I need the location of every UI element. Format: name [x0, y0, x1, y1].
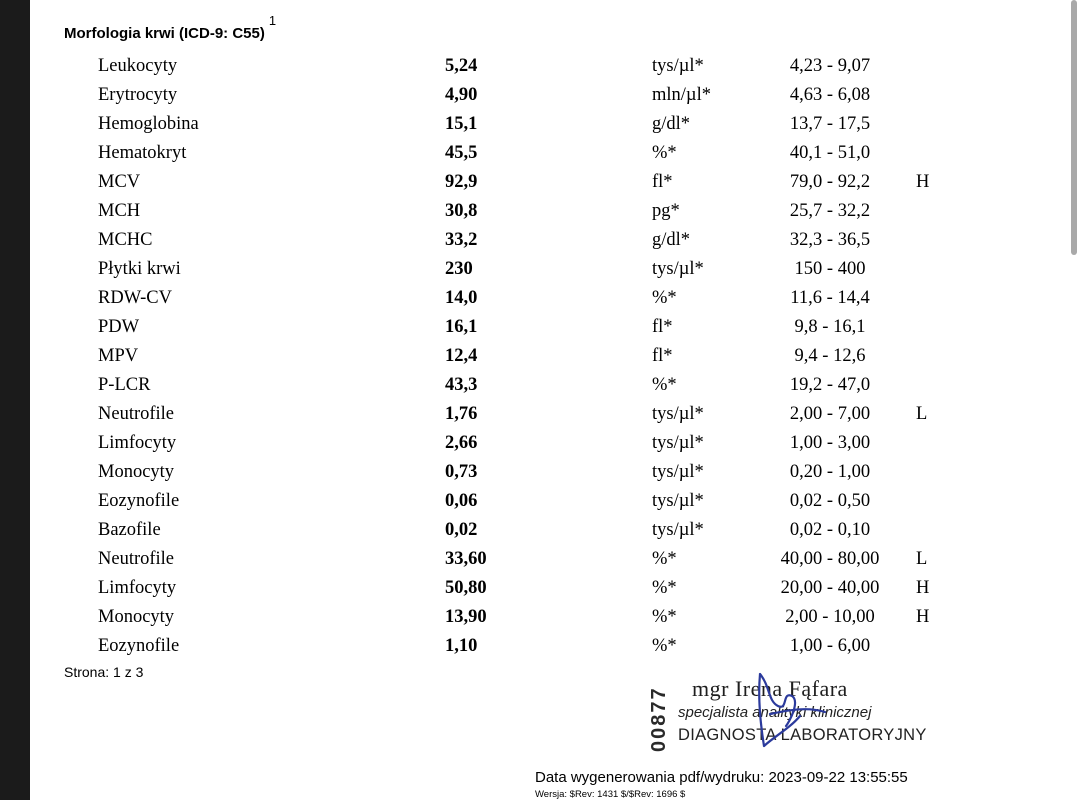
result-name: Erytrocyty — [98, 85, 178, 105]
result-range: 25,7 - 32,2 — [789, 201, 871, 221]
scrollbar-track[interactable] — [1054, 0, 1085, 800]
report-title-text: Morfologia krwi (ICD-9: C55) — [64, 25, 265, 42]
result-value: 14,0 — [445, 288, 478, 308]
result-name: Limfocyty — [98, 578, 177, 598]
result-name: PDW — [98, 317, 140, 337]
result-range: 0,02 - 0,10 — [789, 520, 871, 540]
result-name: Limfocyty — [98, 433, 177, 453]
result-range: 1,00 - 6,00 — [789, 636, 871, 656]
result-row — [30, 286, 1054, 315]
result-row — [30, 112, 1054, 141]
result-value: 4,90 — [445, 85, 478, 105]
result-unit: tys/µl* — [652, 404, 704, 424]
result-value: 0,06 — [445, 491, 478, 511]
result-unit: %* — [652, 636, 677, 656]
result-range: 40,00 - 80,00 — [780, 549, 880, 569]
result-value: 2,66 — [445, 433, 478, 453]
result-row — [30, 199, 1054, 228]
document-page — [30, 0, 1054, 800]
result-range: 9,8 - 16,1 — [794, 317, 866, 337]
result-value: 1,76 — [445, 404, 478, 424]
result-row — [30, 489, 1054, 518]
result-name: P-LCR — [98, 375, 151, 395]
generated-date: Data wygenerowania pdf/wydruku: 2023-09-22 13:55:55 — [535, 769, 908, 786]
result-unit: fl* — [652, 317, 673, 337]
result-name: RDW-CV — [98, 288, 172, 308]
result-range: 79,0 - 92,2 — [789, 172, 871, 192]
result-name: MCV — [98, 172, 141, 192]
result-range: 0,02 - 0,50 — [789, 491, 871, 511]
stamp-lab: DIAGNOSTA LABORATORYJNY — [678, 726, 927, 744]
result-row — [30, 83, 1054, 112]
result-range: 32,3 - 36,5 — [789, 230, 871, 250]
result-name: MCHC — [98, 230, 153, 250]
result-name: Neutrofile — [98, 404, 175, 424]
result-value: 92,9 — [445, 172, 478, 192]
result-row — [30, 605, 1054, 634]
result-flag: L — [916, 549, 928, 569]
result-unit: %* — [652, 578, 677, 598]
result-value: 30,8 — [445, 201, 478, 221]
result-name: Monocyty — [98, 607, 175, 627]
result-name: Eozynofile — [98, 636, 180, 656]
result-flag: L — [916, 404, 928, 424]
result-value: 12,4 — [445, 346, 478, 366]
result-unit: tys/µl* — [652, 462, 704, 482]
result-name: Monocyty — [98, 462, 175, 482]
result-value: 230 — [445, 259, 473, 279]
stamp-role: specjalista analityki klinicznej — [678, 704, 872, 721]
result-value: 50,80 — [445, 578, 487, 598]
result-name: Hematokryt — [98, 143, 187, 163]
result-name: Eozynofile — [98, 491, 180, 511]
result-name: Płytki krwi — [98, 259, 181, 279]
result-row — [30, 257, 1054, 286]
report-title — [64, 13, 277, 42]
result-range: 19,2 - 47,0 — [789, 375, 871, 395]
result-value: 13,90 — [445, 607, 487, 627]
result-row — [30, 54, 1054, 83]
result-unit: %* — [652, 143, 677, 163]
result-unit: g/dl* — [652, 230, 691, 250]
result-range: 40,1 - 51,0 — [789, 143, 871, 163]
result-row — [30, 402, 1054, 431]
result-row — [30, 228, 1054, 257]
result-value: 5,24 — [445, 56, 478, 76]
result-row — [30, 141, 1054, 170]
result-flag: H — [916, 172, 930, 192]
result-range: 11,6 - 14,4 — [790, 288, 870, 308]
result-range: 0,20 - 1,00 — [789, 462, 871, 482]
result-unit: %* — [652, 288, 677, 308]
result-range: 13,7 - 17,5 — [789, 114, 871, 134]
page-number: Strona: 1 z 3 — [64, 664, 144, 680]
result-unit: fl* — [652, 172, 673, 192]
result-range: 1,00 - 3,00 — [789, 433, 871, 453]
result-name: MPV — [98, 346, 139, 366]
result-range: 9,4 - 12,6 — [794, 346, 866, 366]
result-value: 15,1 — [445, 114, 478, 134]
result-unit: tys/µl* — [652, 259, 704, 279]
result-range: 20,00 - 40,00 — [780, 578, 880, 598]
result-flag: H — [916, 607, 930, 627]
result-unit: %* — [652, 549, 677, 569]
result-name: Neutrofile — [98, 549, 175, 569]
scrollbar-thumb[interactable] — [1071, 0, 1077, 255]
result-range: 2,00 - 7,00 — [789, 404, 871, 424]
result-unit: mln/µl* — [652, 85, 711, 105]
result-value: 0,73 — [445, 462, 478, 482]
result-unit: %* — [652, 607, 677, 627]
result-value: 43,3 — [445, 375, 478, 395]
signature-image — [730, 666, 850, 756]
result-value: 1,10 — [445, 636, 478, 656]
result-row — [30, 344, 1054, 373]
result-name: Leukocyty — [98, 56, 178, 76]
result-row — [30, 576, 1054, 605]
result-unit: %* — [652, 375, 677, 395]
result-range: 150 - 400 — [794, 259, 866, 279]
result-unit: g/dl* — [652, 114, 691, 134]
version-info: Wersja: $Rev: 1431 $/$Rev: 1696 $ — [535, 789, 686, 800]
results-table — [30, 54, 1054, 663]
result-range: 2,00 - 10,00 — [785, 607, 875, 627]
result-value: 0,02 — [445, 520, 478, 540]
result-unit: tys/µl* — [652, 433, 704, 453]
result-name: Bazofile — [98, 520, 161, 540]
result-value: 33,60 — [445, 549, 487, 569]
result-unit: fl* — [652, 346, 673, 366]
result-range: 4,63 - 6,08 — [789, 85, 871, 105]
result-unit: tys/µl* — [652, 520, 704, 540]
result-range: 4,23 - 9,07 — [789, 56, 871, 76]
result-flag: H — [916, 578, 930, 598]
result-row — [30, 518, 1054, 547]
result-row — [30, 547, 1054, 576]
stamp-number: 00877 — [648, 686, 670, 752]
result-row — [30, 431, 1054, 460]
stamp-name: mgr Irena Fąfara — [692, 676, 848, 701]
result-row — [30, 460, 1054, 489]
result-name: MCH — [98, 201, 141, 221]
result-value: 16,1 — [445, 317, 478, 337]
footnote-marker: 1 — [268, 13, 277, 28]
result-value: 33,2 — [445, 230, 478, 250]
result-value: 45,5 — [445, 143, 478, 163]
result-name: Hemoglobina — [98, 114, 199, 134]
result-row — [30, 634, 1054, 663]
result-unit: tys/µl* — [652, 56, 704, 76]
result-row — [30, 170, 1054, 199]
signature-stroke — [759, 674, 825, 746]
result-row — [30, 315, 1054, 344]
result-unit: tys/µl* — [652, 491, 704, 511]
result-row — [30, 373, 1054, 402]
result-unit: pg* — [652, 201, 680, 221]
